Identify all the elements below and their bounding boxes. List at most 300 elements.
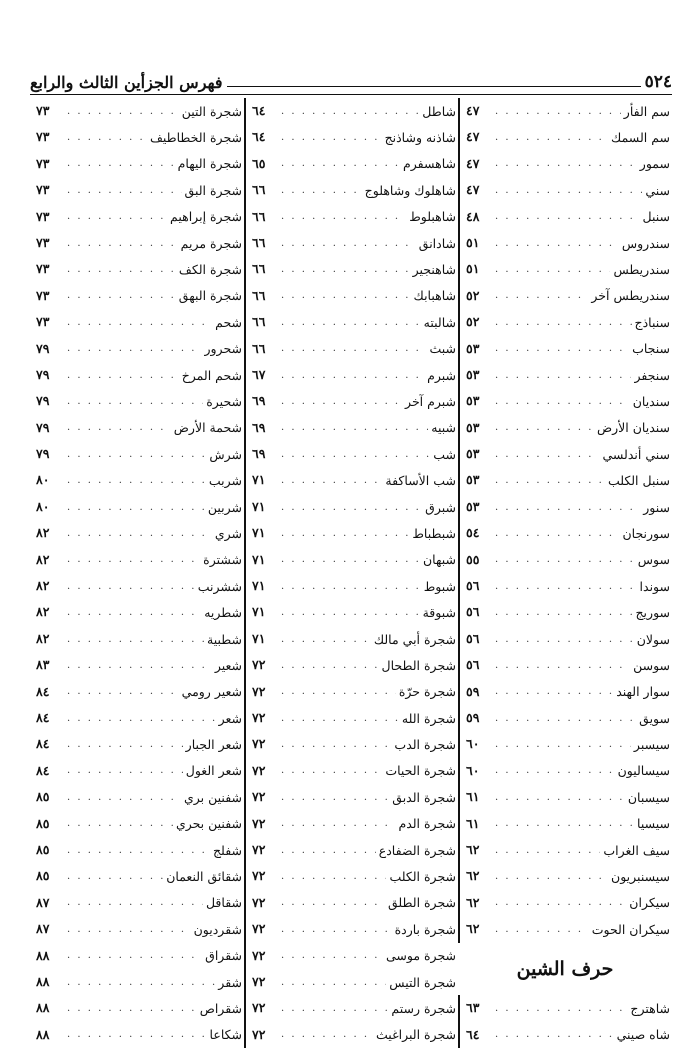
index-entry [30,362,244,388]
index-entry [458,177,672,203]
leader-dots [281,528,409,539]
index-entry [244,837,458,863]
entry-page-number: ٥٦ [458,573,492,599]
index-entry [244,467,458,493]
entry-name: شري [214,525,242,541]
entry-page-number: ٧٢ [244,916,278,942]
entry-name: شجرة إبراهيم [170,209,242,225]
leader-dots [495,528,619,539]
leader-dots [67,158,175,169]
entry-page-number: ٧٣ [36,261,50,277]
entry-page-number: ٥٦ [458,652,492,678]
index-entry [458,731,672,757]
index-entry [30,520,244,546]
entry-page-number: ٥٣ [458,494,492,520]
entry-page-number: ٧٢ [244,995,278,1021]
entry-name: سيكران الحوت [591,921,670,937]
entry-page-number: ٧٣ [36,314,50,330]
entry-name: شربب [208,473,242,489]
entry-name: سنديان الأرض [597,420,670,436]
index-entry [458,98,672,124]
entry-name: شجرة اليهام [177,156,242,172]
entry-page-number: ٧٢ [244,679,278,705]
entry-page-number: ٨٤ [36,683,50,699]
entry-name: شفنين بحري [175,816,242,832]
index-entry [244,151,458,177]
leader-dots [495,1029,614,1040]
index-entry [244,784,458,810]
index-entry [458,863,672,889]
entry-name: شاهبلوط [409,209,456,225]
entry-name: سيساليون [617,763,670,779]
index-entry [458,995,672,1021]
leader-dots [67,185,182,196]
leader-dots [495,396,630,407]
entry-name: شعر الغول [185,763,242,779]
index-column-1 [458,98,672,1048]
index-entry [244,705,458,731]
index-entry [244,441,458,467]
index-entry [30,204,244,230]
entry-name: سوندا [639,578,670,594]
leader-dots [67,396,203,407]
index-entry [244,811,458,837]
entry-name: شبث [429,341,456,357]
index-entry [458,916,672,942]
leader-dots [495,502,640,513]
entry-name: سم السمك [611,130,670,146]
index-entry [458,547,672,573]
index-entry [458,811,672,837]
entry-page-number: ٧١ [244,547,278,573]
entry-page-number: ٧٩ [36,366,50,382]
index-entry [244,204,458,230]
entry-page-number: ٦٦ [244,283,278,309]
index-entry [244,652,458,678]
entry-name: شبرق [425,499,456,515]
entry-name: شجرة باردة [394,921,456,937]
index-entry [458,256,672,282]
entry-name: سنجاب [632,341,670,357]
index-entry [30,705,244,731]
entry-name: شكاعا [209,1027,242,1043]
entry-name: سوريج [635,605,670,621]
entry-name: شجرة موسى [385,948,456,964]
entry-page-number: ٨٢ [36,604,50,620]
leader-dots [67,607,201,618]
leader-dots [495,264,610,275]
entry-page-number: ٨٢ [36,551,50,567]
entry-name: سيف الغراب [603,842,670,858]
leader-dots [67,528,212,539]
leader-dots [67,106,179,117]
page-title: فهرس الجزأين الثالث والرابع [30,73,223,92]
entry-name: شبطباط [412,525,456,541]
entry-name: شجرة الدم [398,816,456,832]
entry-name: شاذنه وشاذنج [384,130,456,146]
index-entry [30,177,244,203]
index-entry [244,415,458,441]
index-entry [30,494,244,520]
entry-page-number: ٧٩ [36,393,50,409]
entry-name: شجرة حرّة [398,684,456,700]
leader-dots [495,924,589,935]
entry-name: شجرة الضفادع [378,842,456,858]
index-entry [30,415,244,441]
entry-page-number: ٧١ [244,573,278,599]
leader-dots [281,1003,388,1014]
leader-dots [281,475,382,486]
leader-dots [281,871,386,882]
index-entry [30,151,244,177]
entry-name: ششرنب [197,578,242,594]
leader-dots [281,132,382,143]
entry-page-number: ٦٦ [244,230,278,256]
index-entry [30,916,244,942]
entry-page-number: ٧٢ [244,890,278,916]
entry-page-number: ٨٨ [36,1026,50,1042]
index-entry [458,652,672,678]
index-entry [458,599,672,625]
index-column-2 [244,98,458,1048]
entry-page-number: ٧٣ [36,155,50,171]
leader-dots [67,792,181,803]
entry-page-number: ٦٦ [244,256,278,282]
index-entry [458,151,672,177]
entry-page-number: ٨٠ [36,472,50,488]
index-entry [30,388,244,414]
entry-page-number: ٥٦ [458,626,492,652]
index-entry [30,283,244,309]
leader-dots [67,422,171,433]
index-column-3 [30,98,244,1048]
entry-page-number: ٨٥ [36,841,50,857]
entry-page-number: ٧٢ [244,652,278,678]
entry-name: شالبته [423,314,456,330]
leader-dots [67,290,176,301]
index-entry [244,599,458,625]
leader-dots [281,422,428,433]
entry-name: شبوط [423,578,456,594]
leader-dots [281,290,411,301]
entry-page-number: ٦٢ [458,890,492,916]
leader-dots [495,634,634,645]
entry-name: شاهسفرم [403,156,456,172]
leader-dots [67,370,179,381]
entry-name: شفلج [212,842,242,858]
index-entry [30,309,244,335]
entry-page-number: ٨٤ [36,736,50,752]
entry-page-number: ٤٧ [458,124,492,150]
index-entry [244,890,458,916]
entry-page-number: ٨٨ [36,1000,50,1016]
entry-page-number: ٨٢ [36,578,50,594]
entry-name: شعر [218,710,242,726]
leader-dots [67,1029,207,1040]
entry-page-number: ٦٢ [458,837,492,863]
leader-dots [67,317,212,328]
leader-dots [67,660,212,671]
entry-name: شحم [215,314,242,330]
entry-page-number: ٦٠ [458,758,492,784]
entry-page-number: ٥٣ [458,362,492,388]
entry-page-number: ٧٢ [244,837,278,863]
index-entry [30,890,244,916]
entry-page-number: ٨٠ [36,498,50,514]
entry-page-number: ٦٧ [244,362,278,388]
index-entry [244,1022,458,1048]
leader-dots [281,264,410,275]
entry-page-number: ٧١ [244,626,278,652]
index-entry [30,336,244,362]
index-entry [458,520,672,546]
entry-name: شجرة البراغيث [376,1027,456,1043]
entry-name: سيسنبريون [611,869,670,885]
entry-page-number: ٧٢ [244,863,278,889]
entry-name: شفنين بري [184,789,242,805]
entry-name: سندريطس [613,262,670,278]
index-entry [30,441,244,467]
index-entry [244,309,458,335]
entry-page-number: ٥٩ [458,679,492,705]
entry-page-number: ٥٣ [458,388,492,414]
leader-dots [281,370,424,381]
entry-name: شاهبابك [413,288,456,304]
entry-page-number: ٨٢ [36,630,50,646]
entry-name: شقاقل [205,895,242,911]
index-entry [30,837,244,863]
entry-page-number: ٧٣ [36,103,50,118]
entry-name: سنبل [642,209,670,225]
leader-dots [67,977,215,988]
leader-dots [281,739,391,750]
index-entry [244,758,458,784]
index-entry [458,415,672,441]
entry-page-number: ٨٨ [36,973,50,989]
leader-dots [67,554,200,565]
leader-dots [495,765,615,776]
entry-page-number: ٧٢ [244,731,278,757]
index-entry [244,362,458,388]
leader-dots [67,343,201,354]
index-entry [458,837,672,863]
entry-page-number: ٨٧ [36,921,50,937]
leader-dots [281,713,399,724]
index-entry [458,626,672,652]
leader-dots [495,581,637,592]
index-entry [244,98,458,124]
leader-dots [281,1029,373,1040]
leader-dots [281,634,371,645]
leader-dots [495,422,594,433]
entry-name: شعير [214,657,242,673]
entry-name: شجرة الدب [394,737,456,753]
entry-name: شقرديون [193,921,242,937]
index-entry [30,731,244,757]
page-number: ٥٢٤ [644,72,672,92]
entry-page-number: ٧٢ [244,758,278,784]
entry-page-number: ٨٧ [36,894,50,910]
entry-name: شجرة البق [184,182,242,198]
leader-dots [495,607,632,618]
entry-name: شاهنجير [412,262,456,278]
entry-name: شاه صيني [616,1027,670,1043]
index-columns [30,98,672,1048]
leader-dots [495,158,637,169]
leader-dots [495,370,631,381]
entry-name: شجرة الطلق [387,895,456,911]
entry-name: سوار الهند [616,684,670,700]
entry-name: شجرة رستم [391,1000,456,1016]
entry-page-number: ٨٥ [36,868,50,884]
entry-name: شجرة الكلب [389,869,456,885]
index-entry [30,863,244,889]
entry-name: شجرة أبي مالك [373,631,456,647]
leader-dots [281,317,421,328]
entry-name: سني أندلسي [602,446,670,462]
entry-page-number: ٧٢ [244,705,278,731]
index-entry [244,520,458,546]
entry-name: شادانق [418,235,456,251]
entry-name: سيسبر [633,737,670,753]
leader-dots [67,132,147,143]
entry-page-number: ٥٤ [458,520,492,546]
index-entry [458,309,672,335]
header-divider [30,94,672,95]
leader-dots [495,106,621,117]
entry-page-number: ٨٤ [36,709,50,725]
entry-name: شاهلوك وشاهلوج [364,182,456,198]
entry-name: شجرة البهق [178,288,242,304]
leader-dots [67,634,204,645]
index-entry [30,652,244,678]
entry-name: سيسيا [637,816,670,832]
leader-dots [281,686,396,697]
entry-name: شرش [209,446,242,462]
index-entry [244,283,458,309]
entry-name: سيكران [629,895,670,911]
leader-dots [495,238,619,249]
entry-name: سنديان [632,393,670,409]
entry-page-number: ٧٩ [36,446,50,462]
leader-dots [281,554,420,565]
index-entry [30,256,244,282]
entry-page-number: ٥٢ [458,309,492,335]
entry-name: شعير رومي [181,684,242,700]
entry-page-number: ٥٣ [458,441,492,467]
index-entry [244,995,458,1021]
index-entry [244,943,458,969]
index-entry [244,124,458,150]
leader-dots [495,211,640,222]
leader-dots [281,106,419,117]
leader-dots [281,607,420,618]
entry-name: شب الأساكفة [385,473,456,489]
leader-dots [281,950,383,961]
leader-dots [495,686,613,697]
entry-page-number: ٥٣ [458,467,492,493]
entry-name: شبهان [423,552,456,568]
index-entry [458,283,672,309]
entry-name: سم الفأر [623,103,670,119]
leader-dots [495,818,634,829]
index-entry [458,784,672,810]
index-entry [30,811,244,837]
leader-dots [495,554,635,565]
entry-name: شطريه [204,605,242,621]
entry-page-number: ٦٦ [244,177,278,203]
index-entry [458,758,672,784]
leader-dots [281,158,400,169]
index-entry [244,969,458,995]
leader-dots [495,449,599,460]
entry-page-number: ٧١ [244,467,278,493]
entry-page-number: ٧١ [244,494,278,520]
entry-name: شحيرة [206,393,242,409]
leader-dots [495,713,636,724]
page-header [30,66,672,92]
entry-page-number: ٦٦ [244,336,278,362]
entry-name: شجرة التيس [389,974,456,990]
entry-name: شقراص [199,1000,242,1016]
entry-name: شقراق [205,948,242,964]
leader-dots [67,581,195,592]
leader-dots [281,502,422,513]
entry-page-number: ٥٣ [458,336,492,362]
leader-dots [281,977,386,988]
leader-dots [67,845,210,856]
entry-page-number: ٦٦ [244,309,278,335]
leader-dots [495,185,642,196]
entry-name: شبرم [427,367,456,383]
index-entry [458,441,672,467]
entry-name: شاهترج [630,1000,670,1016]
header-rule [227,86,641,87]
entry-page-number: ٦٠ [458,731,492,757]
index-entry [30,467,244,493]
entry-page-number: ٨٣ [36,657,50,673]
entry-page-number: ٦٥ [244,151,278,177]
index-entry [30,547,244,573]
entry-name: سولان [636,631,670,647]
leader-dots [281,343,426,354]
index-entry [244,679,458,705]
index-entry [244,731,458,757]
index-entry [30,679,244,705]
leader-dots [67,897,203,908]
entry-page-number: ٦٢ [458,863,492,889]
leader-dots [281,897,385,908]
leader-dots [67,739,183,750]
entry-name: سنور [643,499,670,515]
entry-page-number: ٧١ [244,599,278,625]
entry-name: شجرة الله [401,710,456,726]
entry-page-number: ٦٩ [244,415,278,441]
entry-name: سوسن [633,657,670,673]
entry-name: شربين [207,499,242,515]
entry-page-number: ٨٥ [36,815,50,831]
leader-dots [67,950,202,961]
index-entry [30,943,244,969]
index-entry [458,388,672,414]
entry-page-number: ٧٢ [244,811,278,837]
index-entry [30,758,244,784]
entry-name: سورنجان [622,525,670,541]
entry-page-number: ٦٣ [458,995,492,1021]
leader-dots [281,792,389,803]
index-entry [30,230,244,256]
entry-name: شقائق النعمان [166,869,242,885]
